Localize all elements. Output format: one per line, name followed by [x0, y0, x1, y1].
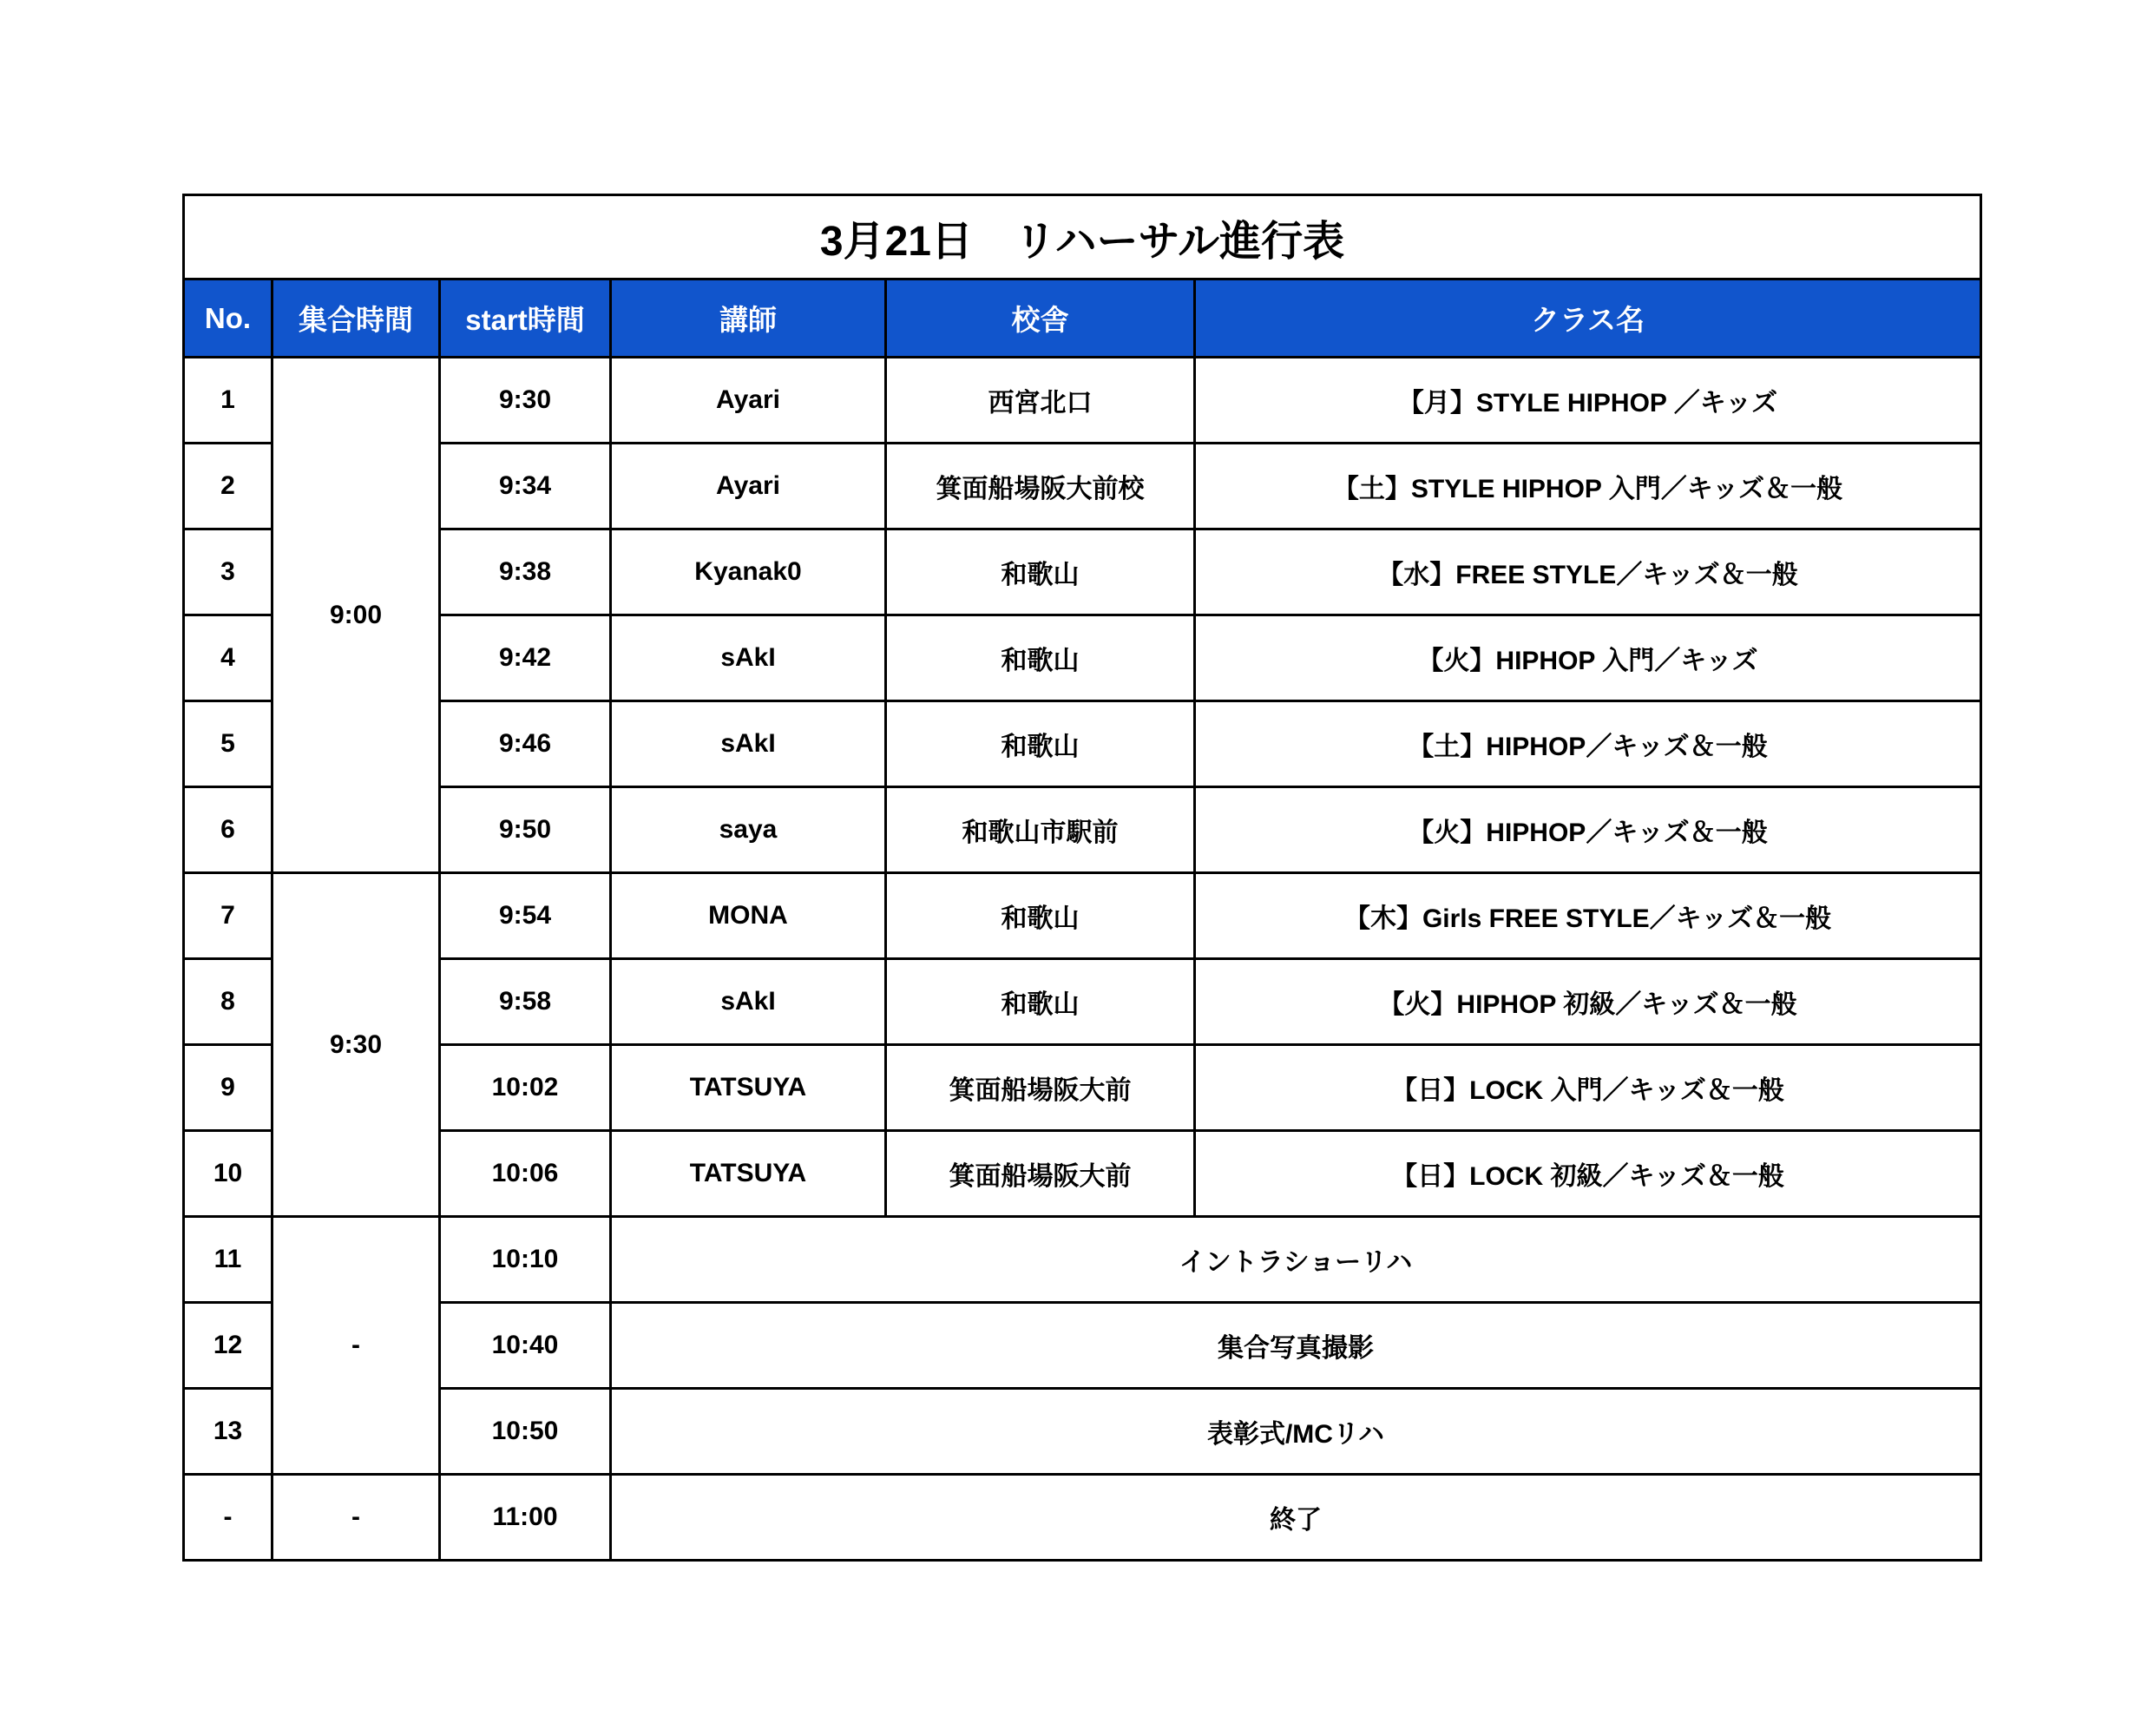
table-row	[184, 444, 1981, 529]
row-no: 12	[184, 1303, 273, 1389]
start-time-cell: 9:50	[440, 787, 611, 873]
school-cell: 和歌山	[886, 615, 1195, 701]
table-row	[184, 1389, 1981, 1475]
class-name-cell: 【木】Girls FREE STYLE／キッズ＆一般	[1195, 873, 1981, 959]
row-no: 4	[184, 615, 273, 701]
teacher-cell: MONA	[611, 873, 886, 959]
teacher-cell: Kyanak0	[611, 529, 886, 615]
start-time-cell: 9:46	[440, 701, 611, 787]
school-cell: 和歌山	[886, 701, 1195, 787]
event-cell: 表彰式/MCリハ	[611, 1389, 1981, 1475]
start-time-cell: 9:30	[440, 358, 611, 444]
event-cell: 終了	[611, 1475, 1981, 1561]
table-row	[184, 1131, 1981, 1217]
start-time-cell: 9:54	[440, 873, 611, 959]
header-school: 校舎	[886, 279, 1195, 358]
row-no: 8	[184, 959, 273, 1045]
table-row	[184, 358, 1981, 444]
row-no: 13	[184, 1389, 273, 1475]
table-row	[184, 1475, 1981, 1561]
table-row	[184, 1045, 1981, 1131]
teacher-cell: Ayari	[611, 444, 886, 529]
start-time-cell: 9:38	[440, 529, 611, 615]
teacher-cell: sAkI	[611, 959, 886, 1045]
table-row	[184, 529, 1981, 615]
start-time-cell: 9:58	[440, 959, 611, 1045]
header-row	[184, 279, 1981, 358]
teacher-cell: sAkI	[611, 615, 886, 701]
start-time-cell: 11:00	[440, 1475, 611, 1561]
header-assembly-time: 集合時間	[273, 279, 440, 358]
assembly-time-cell: -	[273, 1475, 440, 1561]
start-time-cell: 9:42	[440, 615, 611, 701]
start-time-cell: 10:50	[440, 1389, 611, 1475]
start-time-cell: 10:06	[440, 1131, 611, 1217]
teacher-cell: saya	[611, 787, 886, 873]
row-no: 3	[184, 529, 273, 615]
table-row	[184, 873, 1981, 959]
class-name-cell: 【火】HIPHOP／キッズ＆一般	[1195, 787, 1981, 873]
class-name-cell: 【日】LOCK 初級／キッズ＆一般	[1195, 1131, 1981, 1217]
assembly-time-cell: 9:30	[273, 873, 440, 1217]
row-no: 2	[184, 444, 273, 529]
school-cell: 和歌山市駅前	[886, 787, 1195, 873]
table-row	[184, 615, 1981, 701]
teacher-cell: Ayari	[611, 358, 886, 444]
class-name-cell: 【火】HIPHOP 入門／キッズ	[1195, 615, 1981, 701]
header-teacher: 講師	[611, 279, 886, 358]
class-name-cell: 【土】STYLE HIPHOP 入門／キッズ＆一般	[1195, 444, 1981, 529]
table-row	[184, 1217, 1981, 1303]
row-no: 5	[184, 701, 273, 787]
start-time-cell: 10:02	[440, 1045, 611, 1131]
class-name-cell: 【水】FREE STYLE／キッズ＆一般	[1195, 529, 1981, 615]
header-start-time: start時間	[440, 279, 611, 358]
table-title: 3月21日 リハーサル進行表	[184, 195, 1981, 279]
assembly-time-cell: -	[273, 1217, 440, 1475]
event-cell: イントラショーリハ	[611, 1217, 1981, 1303]
school-cell: 箕面船場阪大前	[886, 1045, 1195, 1131]
class-name-cell: 【土】HIPHOP／キッズ＆一般	[1195, 701, 1981, 787]
start-time-cell: 9:34	[440, 444, 611, 529]
row-no: 9	[184, 1045, 273, 1131]
title-row	[184, 195, 1981, 279]
schedule-table	[182, 194, 1982, 1562]
school-cell: 西宮北口	[886, 358, 1195, 444]
school-cell: 和歌山	[886, 529, 1195, 615]
row-no: -	[184, 1475, 273, 1561]
start-time-cell: 10:10	[440, 1217, 611, 1303]
teacher-cell: TATSUYA	[611, 1045, 886, 1131]
assembly-time-cell: 9:00	[273, 358, 440, 873]
header-no: No.	[184, 279, 273, 358]
school-cell: 箕面船場阪大前校	[886, 444, 1195, 529]
table-row	[184, 1303, 1981, 1389]
teacher-cell: sAkI	[611, 701, 886, 787]
header-class-name: クラス名	[1195, 279, 1981, 358]
class-name-cell: 【日】LOCK 入門／キッズ＆一般	[1195, 1045, 1981, 1131]
row-no: 1	[184, 358, 273, 444]
row-no: 11	[184, 1217, 273, 1303]
class-name-cell: 【火】HIPHOP 初級／キッズ＆一般	[1195, 959, 1981, 1045]
school-cell: 和歌山	[886, 959, 1195, 1045]
start-time-cell: 10:40	[440, 1303, 611, 1389]
class-name-cell: 【月】STYLE HIPHOP ／キッズ	[1195, 358, 1981, 444]
school-cell: 箕面船場阪大前	[886, 1131, 1195, 1217]
school-cell: 和歌山	[886, 873, 1195, 959]
row-no: 10	[184, 1131, 273, 1217]
teacher-cell: TATSUYA	[611, 1131, 886, 1217]
table-row	[184, 787, 1981, 873]
row-no: 7	[184, 873, 273, 959]
table-row	[184, 959, 1981, 1045]
row-no: 6	[184, 787, 273, 873]
table-row	[184, 701, 1981, 787]
event-cell: 集合写真撮影	[611, 1303, 1981, 1389]
